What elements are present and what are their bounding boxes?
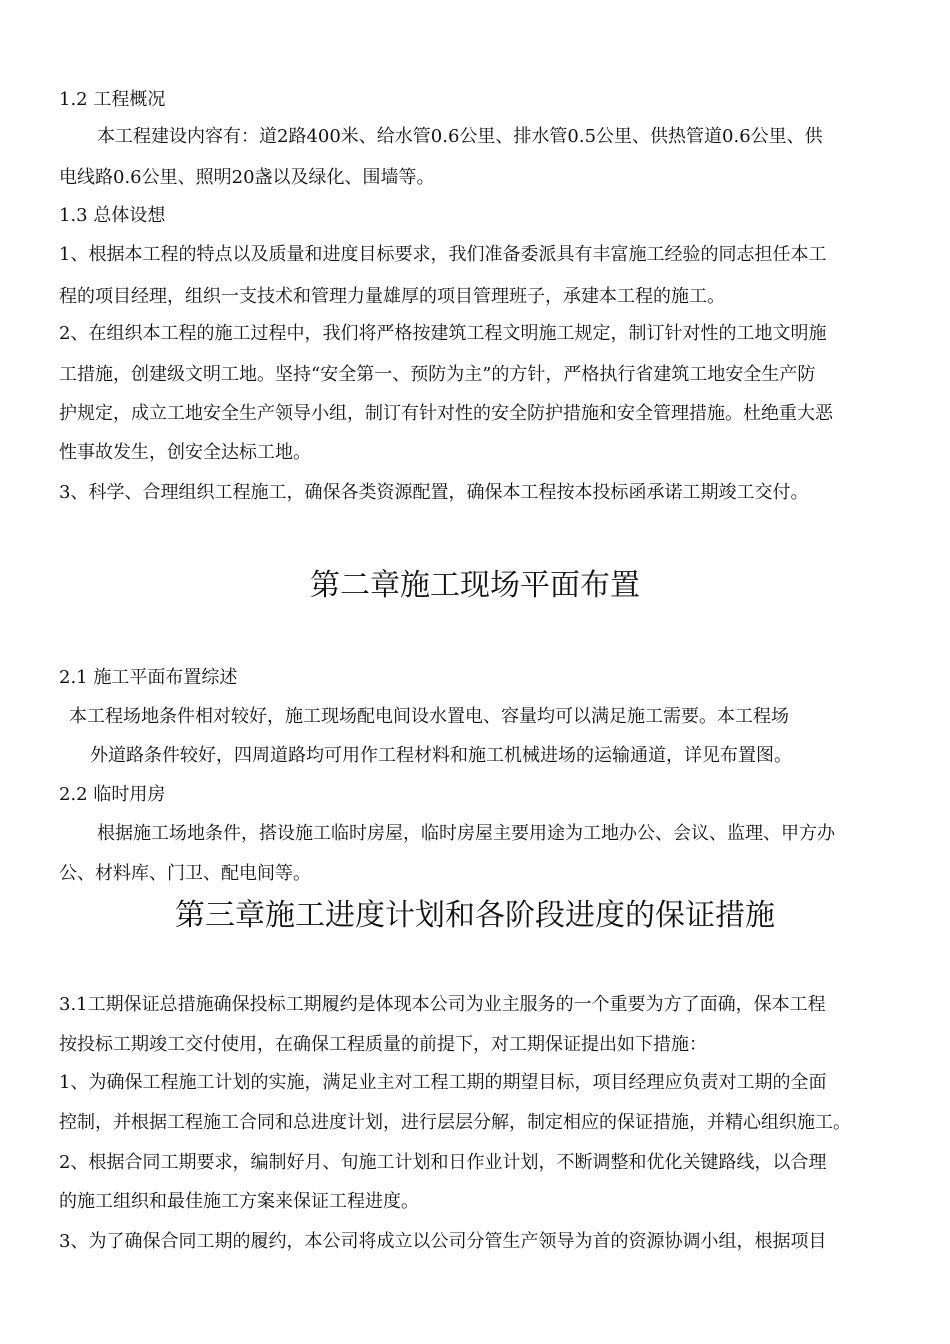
para-3-1-line1: 3.1工期保证总措施确保投标工期履约是体现本公司为业主服务的一个重要为方了面确，保本工程 (59, 994, 826, 1015)
chapter3-title: 第三章施工进度计划和各阶段进度的保证措施 (175, 898, 775, 933)
para-1-2-line2: 电线路0.6公里、照明20盏以及绿化、围墙等。 (59, 167, 435, 188)
chapter2-title: 第二章施工现场平面布置 (310, 568, 640, 603)
para-3-1-line2: 按投标工期竣工交付使用，在确保工程质量的前提下，对工期保证提出如下措施： (59, 1034, 707, 1055)
item-1-3-1-line1: 1、根据本工程的特点以及质量和进度目标要求，我们准备委派具有丰富施工经验的同志担任本工 (59, 244, 827, 265)
para-1-2-line1: 本工程建设内容有：道2路400米、给水管0.6公里、排水管0.5公里、供热管道0.6公里、供 (97, 126, 823, 147)
para-2-2-line1: 根据施工场地条件，搭设施工临时房屋，临时房屋主要用途为工地办公、会议、监理、甲方办 (97, 823, 835, 844)
para-2-1-line1: 本工程场地条件相对较好，施工现场配电间设水置电、容量均可以满足施工需要。本工程场 (69, 706, 789, 727)
item-1-3-2-line4: 性事故发生，创安全达标工地。 (59, 442, 311, 463)
item-3-1-line2: 控制，并根据工程施工合同和总进度计划，进行层层分解，制定相应的保证措施，并精心组织施工。 (59, 1112, 851, 1133)
heading-1-3: 1.3 总体设想 (59, 205, 166, 226)
para-2-1-line2: 外道路条件较好，四周道路均可用作工程材料和施工机械进场的运输通道，详见布置图。 (90, 745, 792, 766)
item-3-2-line2: 的施工组织和最佳施工方案来保证工程进度。 (59, 1191, 419, 1212)
heading-1-2: 1.2 工程概况 (59, 89, 166, 110)
item-3-2-line1: 2、根据合同工期要求，编制好月、旬施工计划和日作业计划，不断调整和优化关键路线，以合理 (59, 1152, 827, 1173)
item-3-1-line1: 1、为确保工程施工计划的实施，满足业主对工程工期的期望目标，项目经理应负责对工期的全面 (59, 1072, 827, 1093)
heading-2-1: 2.1 施工平面布置综述 (59, 667, 238, 688)
para-2-2-line2: 公、材料库、门卫、配电间等。 (59, 863, 311, 884)
item-1-3-1-line2: 程的项目经理，组织一支技术和管理力量雄厚的项目管理班子，承建本工程的施工。 (59, 286, 725, 307)
item-1-3-2-line3: 护规定，成立工地安全生产领导小组，制订有针对性的安全防护措施和安全管理措施。杜绝重大恶 (59, 403, 833, 424)
item-1-3-2-line1: 2、在组织本工程的施工过程中，我们将严格按建筑工程文明施工规定，制订针对性的工地文明施 (59, 323, 827, 344)
heading-2-2: 2.2 临时用房 (59, 784, 166, 805)
item-1-3-2-line2: 工措施，创建级文明工地。坚持“安全第一、预防为主”的方针，严格执行省建筑工地安全生产防 (59, 364, 816, 385)
item-3-3-line1: 3、为了确保合同工期的履约，本公司将成立以公司分管生产领导为首的资源协调小组，根据项目 (59, 1231, 827, 1252)
item-1-3-3: 3、科学、合理组织工程施工，确保各类资源配置，确保本工程按本投标函承诺工期竣工交付。 (59, 482, 809, 503)
